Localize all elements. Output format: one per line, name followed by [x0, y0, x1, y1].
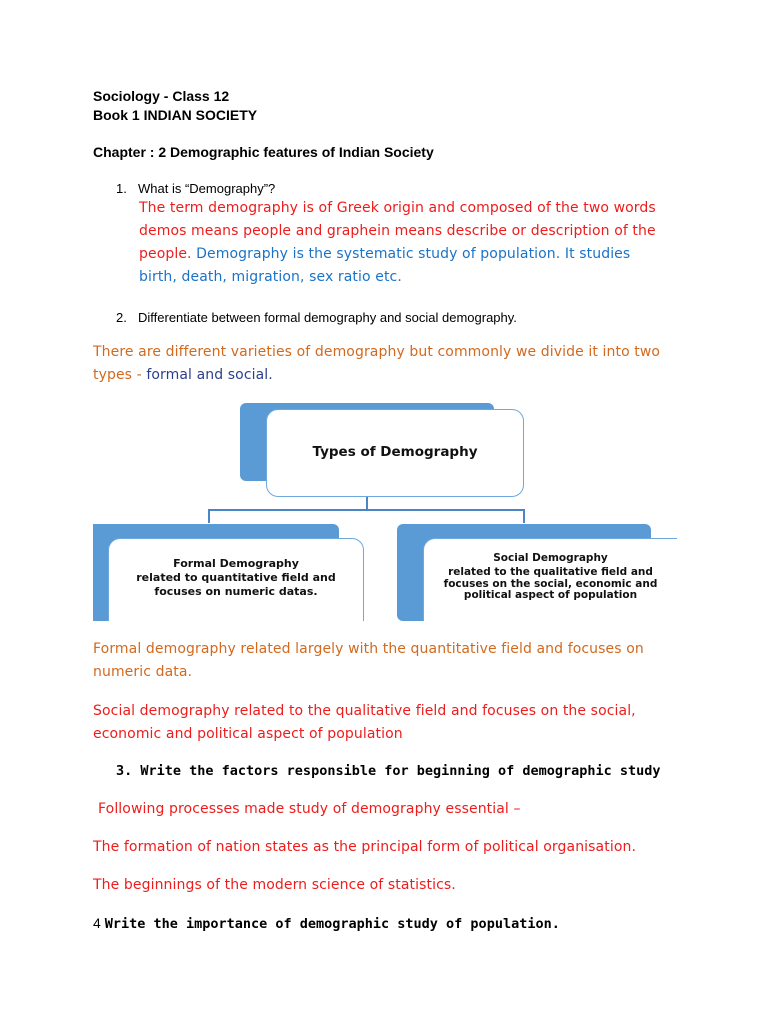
chapter-title: Chapter : 2 Demographic features of Indian Society: [93, 144, 434, 160]
question-2: [116, 309, 517, 326]
answer-3-point-2: The beginnings of the modern science of statistics.: [93, 877, 456, 893]
root-box: [266, 409, 524, 497]
demography-types-diagram: [93, 403, 678, 621]
question-2-text: Differentiate between formal demography and social demography.: [138, 310, 517, 325]
question-4-number: 4: [93, 915, 101, 931]
answer-1-study: Demography is the systematic study of population. It studies birth, death, migration, sex ratio etc.: [139, 246, 631, 285]
question-3: 3. Write the factors responsible for beginning of demographic study: [116, 763, 661, 779]
question-4: [93, 914, 560, 934]
connector-right: [523, 509, 525, 523]
answer-2-intro: [93, 341, 683, 387]
book-title: Book 1 INDIAN SOCIETY: [93, 107, 258, 123]
question-2-number: 2.: [116, 310, 127, 325]
class-title: Sociology - Class 12: [93, 88, 230, 104]
formal-demography-paragraph: Formal demography related largely with the quantitative field and focuses on numeric data.: [93, 641, 644, 680]
answer-3-lead: Following processes made study of demography essential –: [98, 801, 521, 817]
connector-trunk: [366, 497, 368, 509]
answer-2-period: .: [268, 367, 273, 383]
formal-box-desc: related to quantitative field and focuses on numeric datas.: [136, 571, 336, 598]
social-box-desc: related to the qualitative field and focuses on the social, economic and political aspect of population: [443, 566, 658, 601]
question-1-number: 1.: [116, 181, 127, 196]
answer-2-intro-text: There are different varieties of demography but commonly we divide it into two types -: [93, 344, 661, 383]
answer-3-point-1: The formation of nation states as the principal form of political organisation.: [93, 839, 637, 855]
answer-2-types: formal and social: [146, 367, 269, 383]
connector-left: [208, 509, 210, 523]
question-1-text: What is “Demography”?: [138, 181, 276, 196]
social-box: [423, 538, 677, 621]
formal-box-title: Formal Demography: [173, 557, 299, 570]
question-1: [116, 180, 275, 197]
answer-1: [139, 197, 669, 289]
answer-1-definition: The term demography is of Greek origin and composed of the two words demos means people and graphein means describe or description of the people.: [139, 200, 656, 262]
root-box-title: Types of Demography: [312, 444, 478, 460]
connector-bar: [208, 509, 525, 511]
social-demography-paragraph: Social demography related to the qualitative field and focuses on the social, economic and political aspect of population: [93, 703, 636, 742]
formal-box: [108, 538, 364, 621]
question-4-text: Write the importance of demographic study of population.: [104, 916, 560, 932]
social-box-title: Social Demography: [493, 552, 608, 564]
